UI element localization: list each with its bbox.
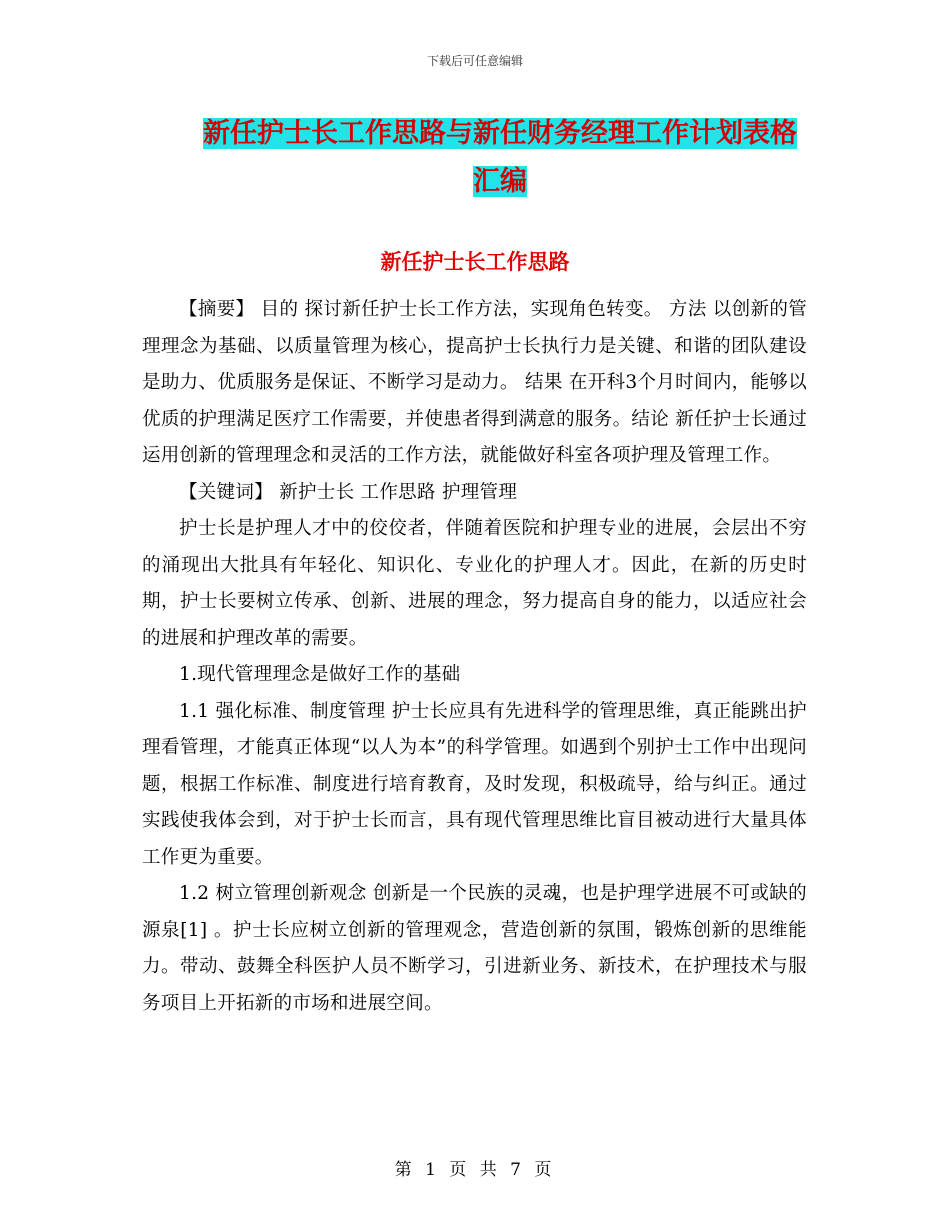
section-1-2-paragraph: 1.2 树立管理创新观念 创新是一个民族的灵魂，也是护理学进展不可或缺的源泉[1] 。护士长应树立创新的管理观念，营造创新的氛围，锻炼创新的思维能力。带动、鼓舞全科医护人员不断学习，引进新业务、新技术，在护理技术与服务项目上开拓新的市场和进展空间。 [142, 883, 807, 1014]
section-1-1-paragraph: 1.1 强化标准、制度管理 护士长应具有先进科学的管理思维，真正能跳出护理看管理，才能真正体现“以人为本”的科学管理。如遇到个别护士工作中出现问题，根据工作标准、制度进行培育教育，及时发现，积极疏导，给与纠正。通过实践使我体会到，对于护士长而言，具有现代管理思维比盲目被动进行大量具体工作更为重要。 [142, 700, 807, 868]
abstract-paragraph: 【摘要】 目的 探讨新任护士长工作方法，实现角色转变。 方法 以创新的管理理念为基础、以质量管理为核心，提高护士长执行力是关键、和谐的团队建设是助力、优质服务是保证、不断学习是动力。 结果 在开科3个月时间内，能够以优质的护理满足医疗工作需要，并使患者得到满意的服务。结论 新任护士长通过运用创新的管理理念和灵活的工作方法，就能做好科室各项护理及管理工作。 [142, 299, 807, 466]
intro-paragraph: 护士长是护理人才中的佼佼者，伴随着医院和护理专业的进展，会层出不穷的涌现出大批具有年轻化、知识化、专业化的护理人才。因此，在新的历史时期，护士长要树立传承、创新、进展的理念，努力提高自身的能力，以适应社会的进展和护理改革的需要。 [142, 518, 807, 649]
header-note: 下载后可任意编辑 [426, 54, 523, 68]
section-title: 新任护士长工作思路 [380, 250, 570, 274]
document-title-text: 新任护士长工作思路与新任财务经理工作计划表格汇编 [203, 118, 797, 197]
document-title [195, 110, 805, 206]
document-body [142, 292, 807, 1022]
page-footer: 第 1 页 共 7 页 [394, 1160, 556, 1180]
keywords-paragraph: 【关键词】 新护士长 工作思路 护理管理 [179, 481, 518, 503]
section-heading-1: 1.现代管理理念是做好工作的基础 [179, 664, 461, 685]
